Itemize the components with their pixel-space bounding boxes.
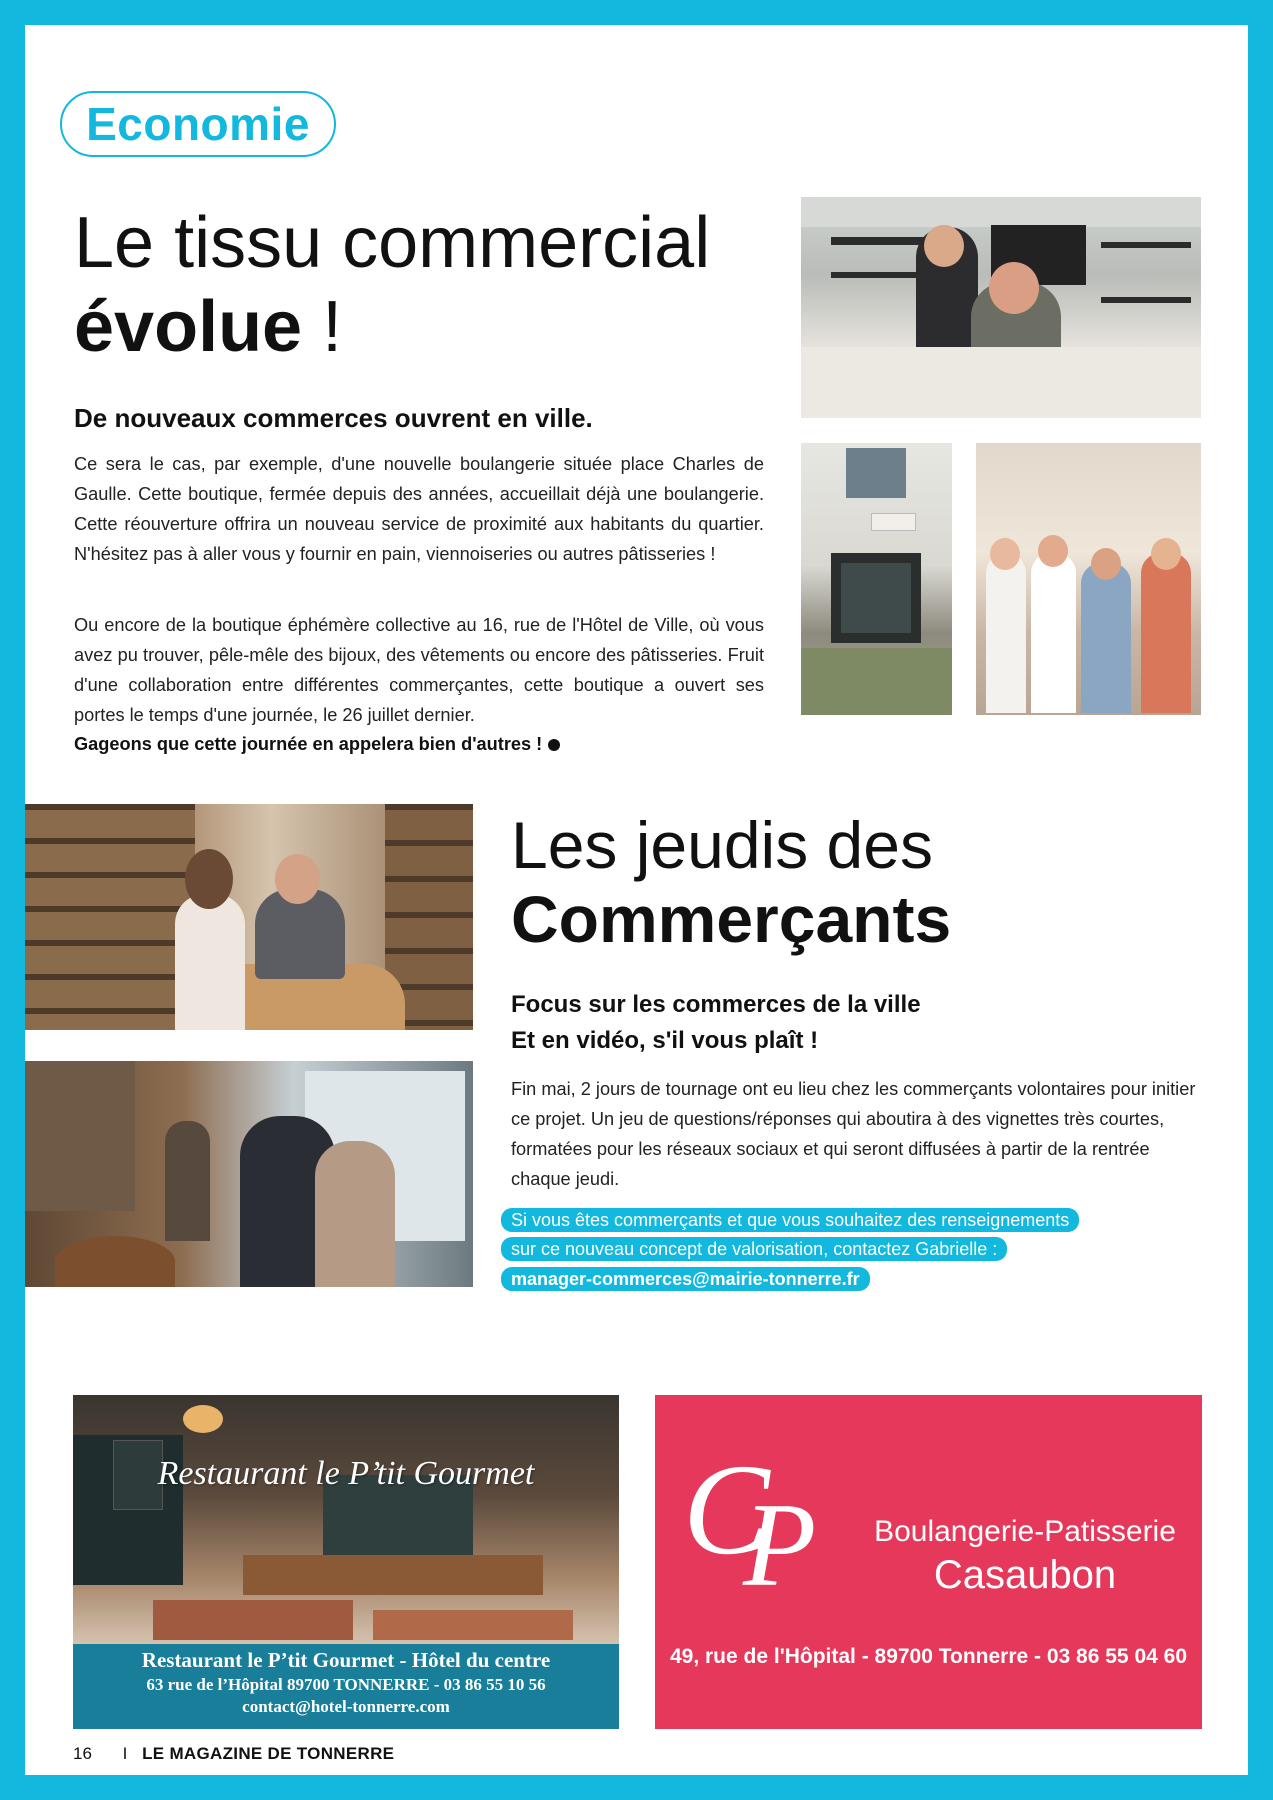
boulangerie-name-line1: Boulangerie-Patisserie (874, 1515, 1176, 1548)
article1-title-line2 (74, 287, 342, 367)
article1-paragraph1: Ce sera le cas, par exemple, d'une nouvelle boulangerie située place Charles de Gaulle. Cette boutique, fermée depuis des années, accueillait déjà une boulangerie. Cette réouverture offrira un nouveau service de proximité aux habitants du quartier. N'hésitez pas à aller vous y fournir en pain, viennoiseries ou autres pâtisseries ! (74, 454, 764, 564)
video-filming-photo (25, 1061, 473, 1287)
article2-paragraph: Fin mai, 2 jours de tournage ont eu lieu chez les commerçants volontaires pour initier ce projet. Un jeu de questions/réponses qui aboutira à des vignettes très courtes, formatées pour les réseaux sociaux et qui seront diffusées à partir de la rentrée chaque jeudi. (511, 1079, 1196, 1189)
storefront-photo (801, 443, 952, 715)
logo-letter-c: C (683, 1438, 770, 1582)
article1-title-line1: Le tissu commercial (74, 203, 711, 283)
restaurant-ad (73, 1395, 619, 1729)
article2-subtitle-line1: Focus sur les commerces de la ville (511, 991, 921, 1018)
restaurant-script-title: Restaurant le P’tit Gourmet (157, 1455, 535, 1492)
restaurant-info-band (73, 1644, 619, 1729)
end-bullet-icon (548, 739, 560, 751)
article2-subtitle (511, 987, 921, 1059)
article1-subtitle: De nouveaux commerces ouvrent en ville. (74, 403, 593, 433)
restaurant-name: Restaurant le P’tit Gourmet - Hôtel du centre (141, 1648, 551, 1672)
contact-highlight-line1: Si vous êtes commerçants et que vous souhaitez des renseignements (501, 1208, 1079, 1232)
footer-separator: I (122, 1744, 128, 1763)
shop-owners-photo (976, 443, 1201, 715)
article2-title-line2: Commerçants (511, 882, 952, 956)
magazine-page (25, 25, 1248, 1775)
article2-subtitle-line2: Et en vidéo, s'il vous plaît ! (511, 1027, 819, 1054)
article1-closing (74, 734, 560, 755)
restaurant-address: 63 rue de l’Hôpital 89700 TONNERRE - 03 86 55 10 56 (146, 1675, 546, 1694)
logo-letter-p: P (743, 1478, 817, 1611)
contact-email-link[interactable]: manager-commerces@mairie-tonnerre.fr (501, 1267, 870, 1291)
boulangerie-ad (655, 1395, 1202, 1729)
boulangerie-name (865, 1515, 1185, 1598)
article1-title-bold: évolue (74, 287, 303, 367)
page-footer (73, 1744, 394, 1764)
contact-highlight-line2: sur ce nouveau concept de valorisation, contactez Gabrielle : (501, 1237, 1007, 1261)
article1-closing-text: Gageons que cette journée en appelera bien d'autres ! (74, 734, 543, 754)
article1-paragraph2: Ou encore de la boutique éphémère collective au 16, rue de l'Hôtel de Ville, où vous avez pu trouver, pêle-mêle des bijoux, des vêtements ou encore des pâtisseries. Fruit d'une collaboration entre différentes commerçantes, cette boutique a ouvert ses portes le temps d'une journée, le 26 juillet dernier. (74, 615, 764, 725)
cp-monogram-logo (663, 1438, 863, 1615)
boulangerie-address: 49, rue de l'Hôpital - 89700 Tonnerre - 03 86 55 04 60 (669, 1645, 1187, 1668)
article1-title-suffix: ! (302, 287, 343, 367)
bakery-owners-photo (801, 197, 1201, 418)
restaurant-email[interactable]: contact@hotel-tonnerre.com (242, 1697, 450, 1716)
wine-shop-interview-photo (25, 804, 473, 1030)
page-number: 16 (73, 1744, 92, 1763)
magazine-name: LE MAGAZINE DE TONNERRE (142, 1744, 395, 1763)
boulangerie-name-line2: Casaubon (933, 1553, 1117, 1597)
section-tag: Economie (60, 91, 336, 157)
article2-title-line1: Les jeudis des (511, 808, 933, 882)
